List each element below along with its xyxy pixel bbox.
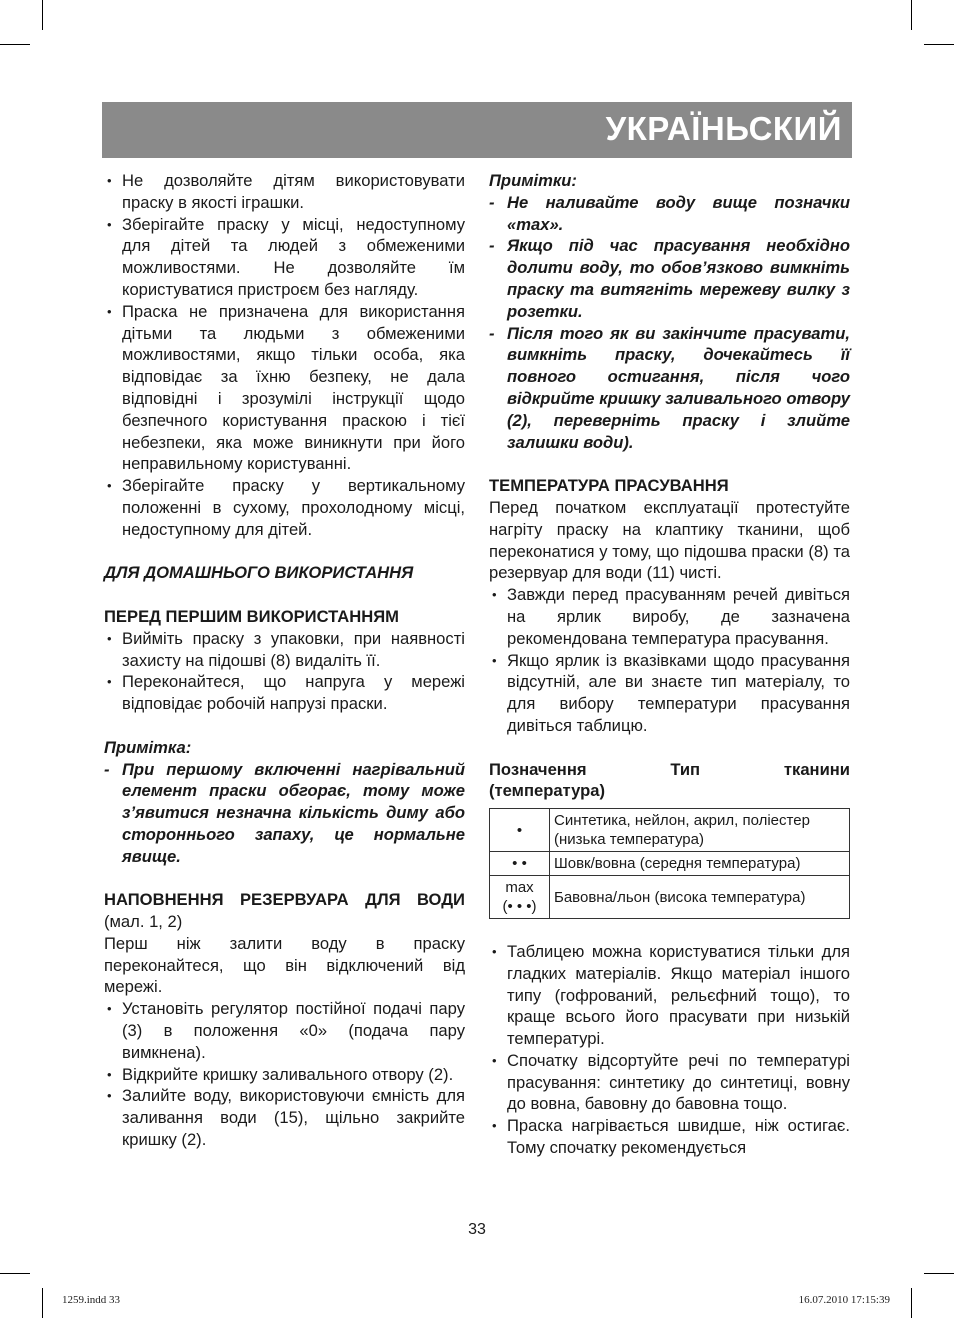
- list-item: • Переконайтеся, що напруга у мережі відповідає робочій напрузі праски.: [104, 671, 465, 715]
- page-title: УКРАЇНЬСКИЙ: [605, 110, 842, 147]
- list-item: • Установіть регулятор постійної подачі пару (3) в положення «0» (подача пару вимкнена).: [104, 998, 465, 1063]
- list-item: • Якщо ярлик із вказівками щодо прасування відсутній, але ви знаєте тип матеріалу, то для вибору температури прасування дивіться таблицю.: [489, 650, 850, 737]
- fill-heading-text: НАПОВНЕННЯ РЕЗЕРВУАРА ДЛЯ ВОДИ: [104, 890, 465, 910]
- list-item: • Не дозволяйте дітям використовувати праску в якості іграшки.: [104, 170, 465, 214]
- crop-mark: [911, 0, 912, 30]
- list-item: • Вийміть праску з упаковки, при наявності захисту на підошві (8) видаліть її.: [104, 628, 465, 672]
- table-row: [490, 809, 850, 852]
- table-caption-symbol: Позначення: [489, 759, 587, 779]
- left-column: [104, 170, 465, 1151]
- crop-mark: [924, 1273, 954, 1274]
- after-table-list: [489, 941, 850, 1159]
- list-item: • Праска нагрівається швидше, ніж остигає. Тому спочатку рекомендується: [489, 1115, 850, 1159]
- list-item: • Таблицею можна користуватися тільки для гладких матеріалів. Якщо матеріал іншого типу (гофрований, рельєфний тощо), то краще всього його прасувати при низькій температурі.: [489, 941, 850, 1050]
- note-item: - Після того як ви закінчите прасувати, вимкніть праску, дочекайтесь її повного остигання, після чого відкрийте кришку заливального отвору (2), переверніть праску і злийте залишки води).: [489, 323, 850, 454]
- note-heading: Примітка:: [104, 737, 192, 757]
- notes-heading: Примітки:: [489, 171, 577, 190]
- crop-mark: [42, 1288, 43, 1318]
- list-item: • Зберігайте праску у вертикальному положенні в сухому, прохолодному місці, недоступному для дітей.: [104, 475, 465, 540]
- table-caption-fabric: тканини: [783, 759, 850, 779]
- crop-mark: [0, 44, 30, 45]
- list-item: • Залийте воду, використовуючи ємність для заливання води (15), щільно закрийте кришку (2).: [104, 1085, 465, 1150]
- fill-heading-ref: (мал. 1, 2): [104, 912, 183, 932]
- note-item: - Якщо під час прасування необхідно долити воду, то обов’язково вимкніть праску та витягніть мережеву вилку з розетки.: [489, 235, 850, 322]
- table-cell-symbol: max (• • •): [490, 876, 550, 919]
- note-list: [104, 759, 465, 868]
- list-item: • Спочатку відсортуйте речі по температурі прасування: синтетику до синтетиці, вовну до вовна, бавовну до бавовна тощо.: [489, 1050, 850, 1115]
- print-slug-file: 1259.indd 33: [62, 1294, 121, 1306]
- table-cell-symbol: •: [490, 809, 550, 852]
- table-caption: [489, 759, 850, 781]
- first-use-list: [104, 628, 465, 715]
- language-banner: [102, 102, 852, 158]
- section-heading-home-use: ДЛЯ ДОМАШНЬОГО ВИКОРИСТАННЯ: [104, 563, 414, 583]
- crop-mark: [911, 1288, 912, 1318]
- crop-mark: [0, 1273, 30, 1274]
- section-heading-fill: [104, 889, 465, 933]
- fill-intro: Перш ніж залити воду в праску переконайтеся, що він відключений від мережі.: [104, 933, 465, 997]
- list-item: • Зберігайте праску у місці, недоступному для дітей та людей з обмеженими можливостями. Не дозволяйте їм користуватися пристроєм без нагляду.: [104, 214, 465, 301]
- table-caption-type: Тип: [670, 759, 701, 779]
- list-item: • Відкрийте кришку заливального отвору (2).: [104, 1064, 465, 1086]
- section-heading-temperature: ТЕМПЕРАТУРА ПРАСУВАННЯ: [489, 476, 729, 496]
- table-cell-fabric: Шовк/вовна (середня температура): [550, 852, 850, 876]
- fill-list: [104, 998, 465, 1151]
- crop-mark: [924, 44, 954, 45]
- table-caption-line2: (температура): [489, 781, 605, 801]
- crop-mark: [42, 0, 43, 30]
- safety-list: [104, 170, 465, 541]
- table-row: [490, 876, 850, 919]
- note-item: - Не наливайте воду вище позначки «max».: [489, 192, 850, 236]
- notes-list: [489, 192, 850, 454]
- page-number: 33: [468, 1221, 486, 1238]
- table-cell-symbol: • •: [490, 852, 550, 876]
- table-row: [490, 852, 850, 876]
- fabric-temperature-table: [489, 808, 850, 919]
- temperature-intro: Перед початком експлуатації протестуйте нагріту праску на клаптику тканини, щоб переконатися у тому, що підошва праски (8) та резервуар для води (11) чисті.: [489, 497, 850, 583]
- temperature-list: [489, 584, 850, 737]
- list-item: • Праска не призначена для використання дітьми та людьми з обмеженими можливостями, якщо тільки особа, яка відповідає за їхню безпеку, не дала відповідні і зрозумілі інструкції щодо безпечного користування праскою і тієї небезпеки, яка може виникнути при його неправильному користуванні.: [104, 301, 465, 475]
- list-item: • Завжди перед прасуванням речей дивіться на ярлик виробу, де зазначена рекомендована температура прасування.: [489, 584, 850, 649]
- table-cell-fabric: Бавовна/льон (висока температура): [550, 876, 850, 919]
- note-item: - При першому включенні нагрівальний елемент праски обгорає, тому може з’явитися незначна кількість диму або стороннього запаху, це нормальне явище.: [104, 759, 465, 868]
- section-heading-first-use: ПЕРЕД ПЕРШИМ ВИКОРИСТАННЯМ: [104, 606, 399, 626]
- print-slug-date: 16.07.2010 17:15:39: [798, 1294, 890, 1306]
- table-cell-fabric: Синтетика, нейлон, акрил, поліестер (низька температура): [550, 809, 850, 852]
- right-column: [489, 170, 850, 1159]
